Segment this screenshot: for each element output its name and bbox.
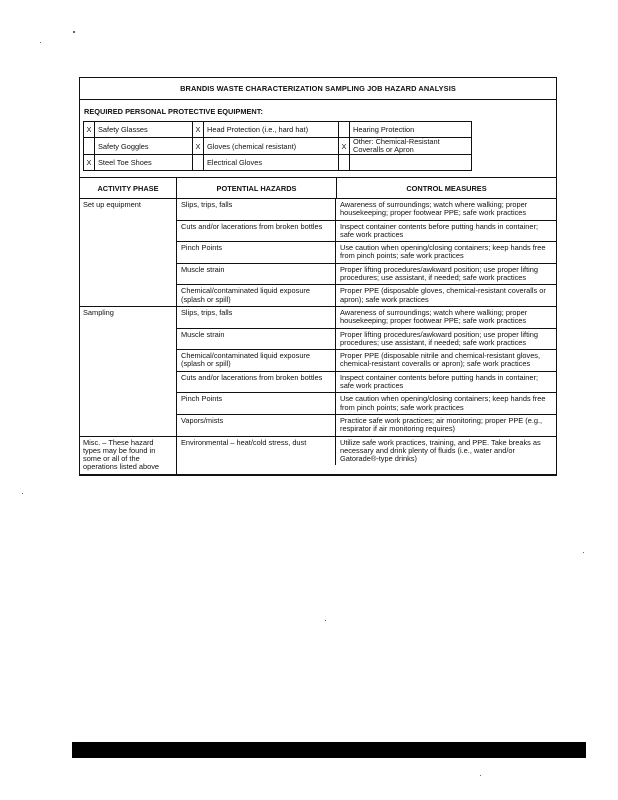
hazard-control-group [177,199,557,307]
hazard-row [177,437,556,466]
control-measure-cell: Practice safe work practices; air monitoring; proper PPE (e.g., respirator if air monitoring requires) [340,415,543,434]
potential-hazard-cell: Muscle strain [177,329,336,351]
scan-speck [583,552,584,553]
ppe-item-label: Safety Goggles [95,138,193,155]
phase-row [80,199,556,307]
potential-hazard-cell: Environmental – heat/cold stress, dust [177,437,336,466]
phase-row [80,306,556,436]
hazard-row [177,307,556,329]
hazard-control-group [177,306,557,436]
potential-hazard-cell: Slips, trips, falls [177,307,336,329]
job-hazard-analysis-form [79,77,557,476]
scan-speck [40,42,41,43]
control-measure-cell: Use caution when opening/closing containers; keep hands free from pinch points; safe work practices [336,393,556,415]
potential-hazard-cell: Cuts and/or lacerations from broken bottles [177,372,336,394]
hazard-row [177,350,556,372]
hazard-row [177,199,556,221]
potential-hazard-cell: Cuts and/or lacerations from broken bottles [177,221,336,243]
hazard-row [177,242,556,264]
control-measure-cell: Proper lifting procedures/awkward position; use proper lifting procedures; use assistant, if needed; safe work practices [336,329,556,351]
ppe-checkbox-mark [339,122,350,138]
control-measure-cell: Proper PPE (disposable nitrile and chemical-resistant gloves, chemical-resistant coveralls or apron); safe work practices [336,350,556,372]
hazard-row [177,372,556,394]
control-measure-cell: Awareness of surroundings; watch where walking; proper housekeeping; proper footwear PPE; safe work practices [336,307,556,329]
ppe-checkbox-mark [193,155,204,171]
activity-phase-cell: Sampling [80,306,177,436]
ppe-heading: REQUIRED PERSONAL PROTECTIVE EQUIPMENT: [84,107,263,116]
ppe-checkbox-mark [84,138,95,155]
potential-hazard-cell: Chemical/contaminated liquid exposure (splash or spill) [177,350,336,372]
ppe-row [84,122,472,138]
ppe-checkbox-mark [339,155,350,171]
potential-hazard-cell: Muscle strain [177,264,336,286]
control-measure-cell: Use caution when opening/closing containers; keep hands free from pinch points; safe work practices [336,242,556,264]
control-measure-cell: Awareness of surroundings; watch where walking; proper housekeeping; proper footwear PPE; safe work practices [336,199,556,221]
control-measure-cell: Proper lifting procedures/awkward position; use proper lifting procedures; use assistant, if needed; safe work practices [336,264,556,286]
ppe-checkbox-mark: X [193,138,204,155]
hazard-row [177,393,556,415]
scan-speck [73,31,75,33]
potential-hazard-cell: Pinch Points [177,242,336,264]
scan-border-bar [72,742,586,758]
header-activity-phase: ACTIVITY PHASE [80,178,177,199]
hazard-row [177,264,556,286]
hazard-row [177,329,556,351]
ppe-checkbox-mark: X [84,155,95,171]
header-control-measures: CONTROL MEASURES [337,178,557,199]
ppe-checkbox-mark: X [84,122,95,138]
potential-hazard-cell: Pinch Points [177,393,336,415]
potential-hazard-cell: Chemical/contaminated liquid exposure (splash or spill) [177,285,336,306]
phase-row [80,436,556,474]
ppe-item-label: Steel Toe Shoes [95,155,193,171]
ppe-item-label: Gloves (chemical resistant) [204,138,339,155]
header-potential-hazards: POTENTIAL HAZARDS [177,178,337,199]
ppe-item-label: Hearing Protection [350,122,472,138]
ppe-checklist [83,121,472,171]
ppe-item-label: Head Protection (i.e., hard hat) [204,122,339,138]
control-measure-cell: Proper PPE (disposable gloves, chemical-resistant coveralls or apron); safe work practices [340,286,546,304]
ppe-checkbox-mark: X [193,122,204,138]
ppe-item-label: Other: Chemical-Resistant Coveralls or Apron [350,138,472,155]
hazard-row [177,415,556,436]
ppe-item-label: Safety Glasses [95,122,193,138]
potential-hazard-cell: Slips, trips, falls [177,199,336,221]
scan-speck [480,775,481,776]
ppe-item-label: Electrical Gloves [204,155,339,171]
ppe-row [84,155,472,171]
control-measure-cell: Utilize safe work practices, training, and PPE. Take breaks as necessary and drink plenty of fluids (i.e., water and/or Gatorade®-type drinks) [340,437,541,464]
control-measure-cell: Inspect container contents before putting hands in container; safe work practices [336,221,556,243]
hazard-table [80,177,556,475]
control-measure-cell: Inspect container contents before putting hands in container; safe work practices [336,372,556,394]
activity-phase-cell: Misc. – These hazard types may be found in some or all of the operations listed above [80,436,177,474]
hazard-control-group [177,436,557,474]
scan-speck [325,620,326,621]
activity-phase-cell: Set up equipment [80,199,177,307]
form-title: BRANDIS WASTE CHARACTERIZATION SAMPLING JOB HAZARD ANALYSIS [80,78,556,100]
potential-hazard-cell: Vapors/mists [177,415,336,436]
ppe-item-label [350,155,472,171]
ppe-row [84,138,472,155]
hazard-row [177,285,556,306]
hazard-row [177,221,556,243]
scan-speck [22,493,23,494]
ppe-checkbox-mark: X [339,138,350,155]
